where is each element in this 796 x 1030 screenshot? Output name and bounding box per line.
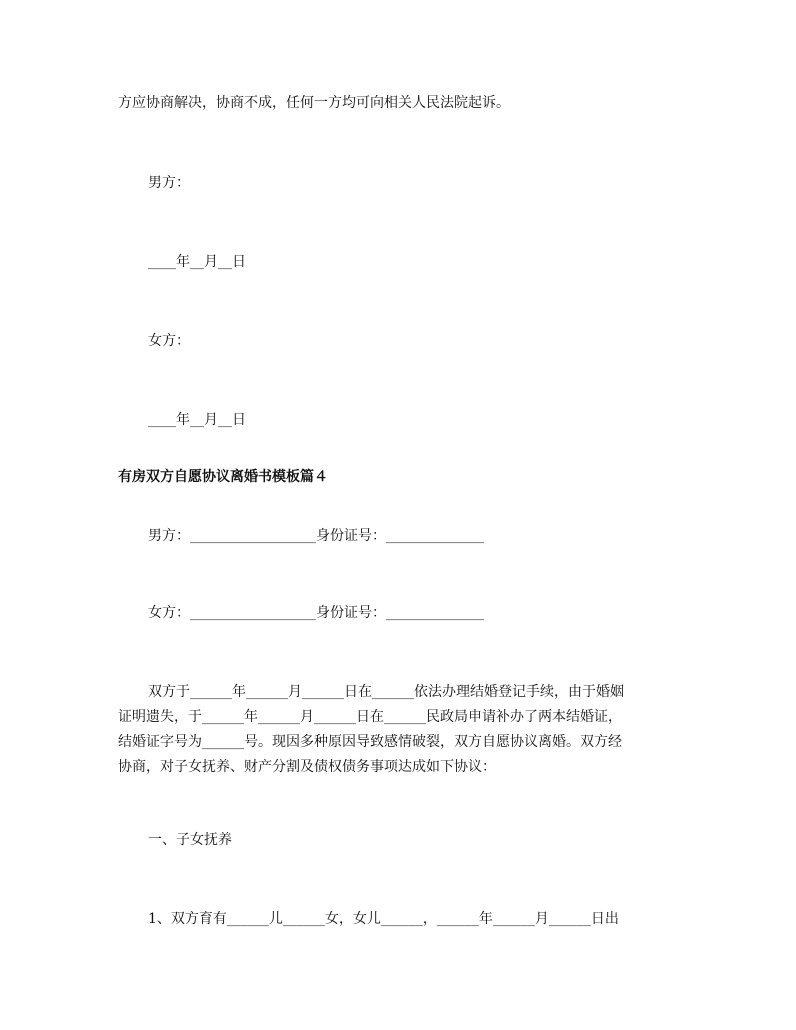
list-item: 1、双方育有______儿______女，女儿______，______年______月______日出 xyxy=(148,911,619,927)
male-signature-label: 男方： xyxy=(148,175,190,191)
paragraph-line: 双方于______年______月______日在______依法办理结婚登记手续，由于婚姻 xyxy=(148,684,624,700)
section-heading: 有房双方自愿协议离婚书模板篇４ xyxy=(118,469,328,485)
subsection-title: 一、子女抚养 xyxy=(148,832,232,848)
female-id-line: 女方：__________________身份证号：______________ xyxy=(148,605,484,621)
paragraph-line: 结婚证字号为______号。现因多种原因导致感情破裂，双方自愿协议离婚。双方经 xyxy=(118,734,622,750)
text-line: 方应协商解决，协商不成，任何一方均可向相关人民法院起诉。 xyxy=(118,95,510,111)
date-line: ____年__月__日 xyxy=(148,254,246,270)
paragraph-line: 证明遗失，于______年______月______日在______民政局申请补办了两本结婚证， xyxy=(118,709,622,725)
paragraph-line: 协商，对子女抚养、财产分割及债权债务事项达成如下协议： xyxy=(118,759,496,775)
female-signature-label: 女方： xyxy=(148,333,190,349)
male-id-line: 男方：__________________身份证号：______________ xyxy=(148,528,484,544)
agreement-paragraph xyxy=(118,680,690,780)
date-line: ____年__月__日 xyxy=(148,412,246,428)
